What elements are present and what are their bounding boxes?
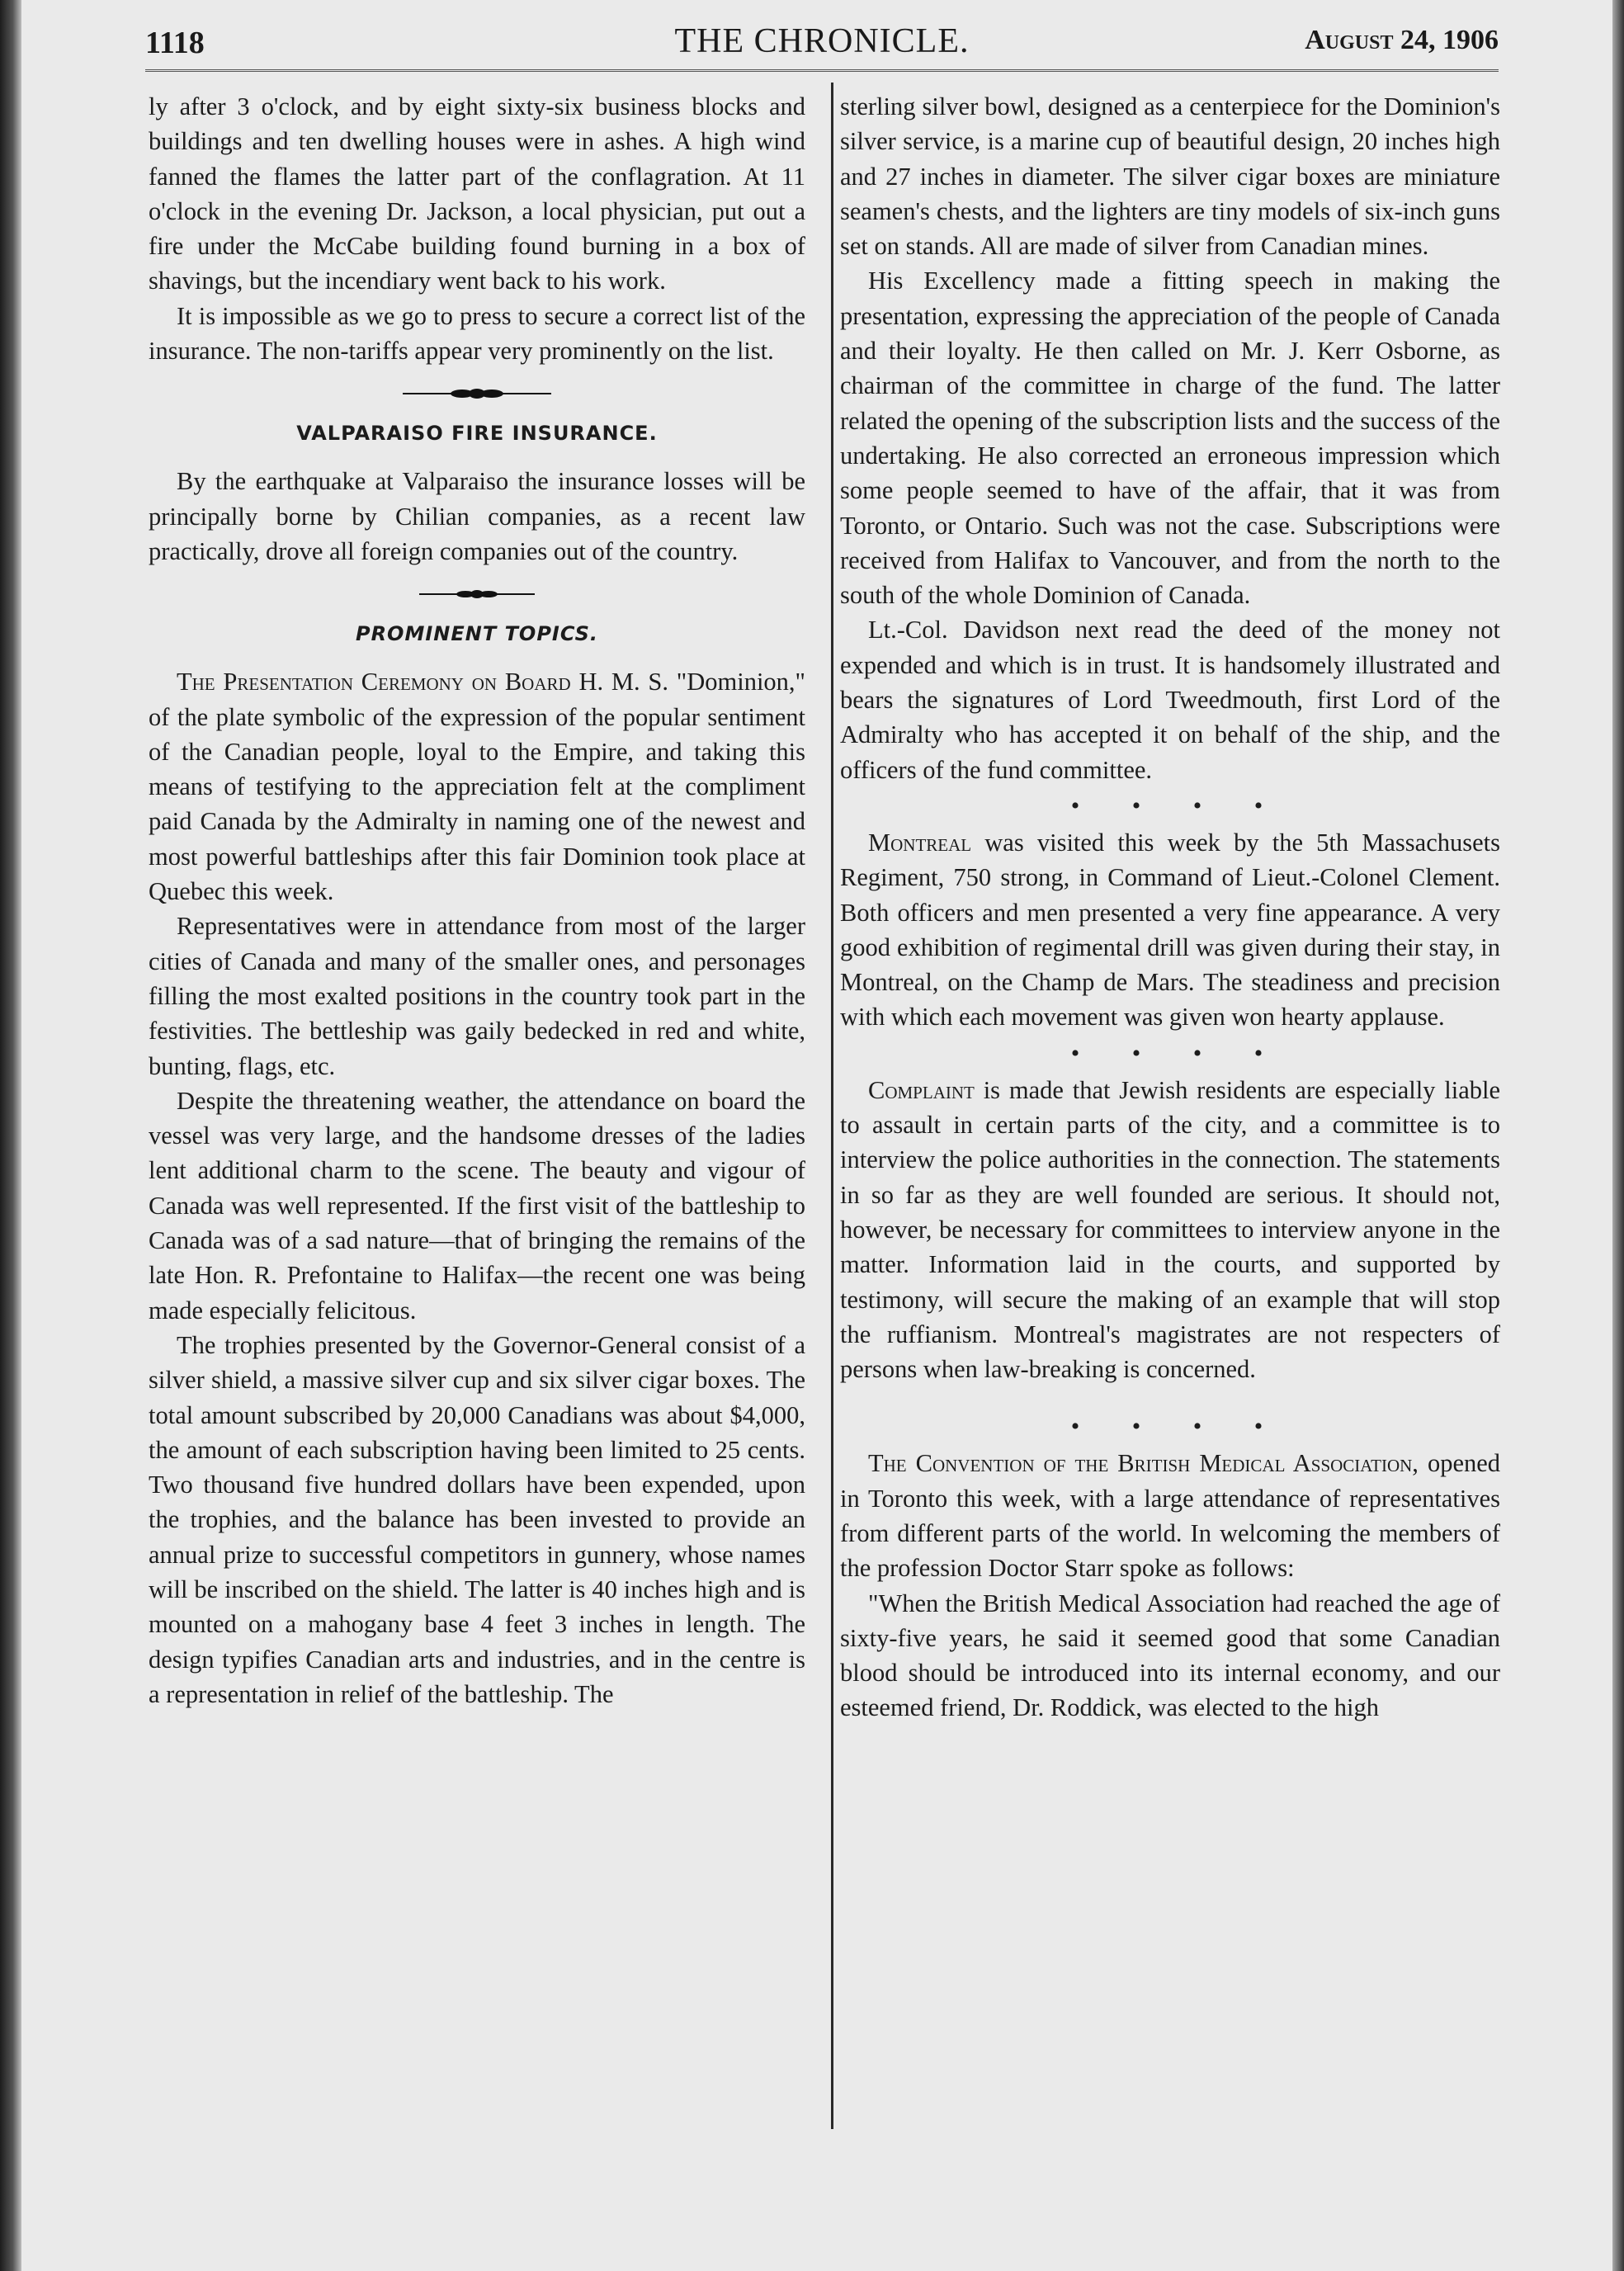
section-separator: • • • •	[1070, 791, 1286, 819]
publication-title: THE CHRONICLE.	[674, 22, 970, 60]
article-paragraph: Representatives were in attendance from most of the larger cities of Canada and many of the smaller ones, and personages filling the most exalted positions in the country took part in the festivities. The bettleship was gaily bedecked in red and white, bunting, flags, etc.	[149, 912, 805, 1080]
right-column	[840, 89, 1500, 1726]
paragraph-lead: Complaint	[868, 1075, 975, 1104]
article-paragraph: ly after 3 o'clock, and by eight sixty-six business blocks and buildings and ten dwelling houses were in ashes. A high wind fanned the flames the latter part of the conflagration. At 11 o'clock in the evening Dr. Jackson, a local physician, put out a fire under the McCabe building found burning in a box of shavings, but the incendiary went back to his work.	[149, 92, 805, 295]
paragraph-lead: The Presentation Ceremony on Board H. M. S.	[177, 668, 668, 696]
paragraph-body: is made that Jewish residents are especially liable to assault in certain parts of the city, and a committee is to interview the police authorities in the connection. The statements in so far as they are well founded are serious. It should not, however, be necessary for committees to interview anyone in the matter. Information laid in the courts, and supported by testimony, will secure the making of an example that will stop the ruffianism. Montreal's magistrates are not respecters of persons when law-breaking is concerned.	[840, 1075, 1501, 1384]
column-divider	[831, 83, 833, 2129]
issue-date: August 24, 1906	[1305, 25, 1499, 55]
page-number: 1118	[145, 26, 205, 60]
section-heading: VALPARAISO FIRE INSURANCE.	[296, 422, 658, 446]
section-heading: PROMINENT TOPICS.	[355, 622, 599, 646]
left-column	[149, 89, 805, 1712]
section-separator: • • • •	[1070, 1413, 1286, 1441]
ornamental-rule	[149, 569, 805, 620]
section-separator: • • • •	[1070, 1039, 1286, 1067]
article-paragraph	[840, 825, 1500, 1035]
spacer	[840, 1386, 1500, 1408]
paragraph-body: "Dominion," of the plate symbolic of the expression of the popular sentiment of the Canadian people, loyal to the Empire, and taking this means of testifying to the appreciation felt at the compliment paid Canada by the Admiralty in naming one of the newest and most powerful battleships after this fair Dominion took place at Quebec this week.	[149, 668, 805, 906]
scan-edge-right	[1612, 0, 1624, 2271]
article-paragraph: By the earthquake at Valparaiso the insurance losses will be principally borne by Chilian companies, as a recent law practically, drove all foreign companies out of the country.	[149, 467, 805, 565]
article-paragraph: sterling silver bowl, designed as a centerpiece for the Dominion's silver service, is a marine cup of beautiful design, 20 inches high and 27 inches in diameter. The silver cigar boxes are miniature seamen's chests, and the lighters are tiny models of six-inch guns set on stands. All are made of silver from Canadian mines.	[840, 92, 1500, 261]
article-paragraph: Lt.-Col. Davidson next read the deed of the money not expended and which is in trust. It is handsomely illustrated and bears the signatures of Lord Tweedmouth, first Lord of the Admiralty who has accepted it on behalf of the ship, and the officers of the fund committee.	[840, 616, 1500, 784]
header-rule	[145, 69, 1499, 72]
article-paragraph: "When the British Medical Association had reached the age of sixty-five years, he said it seemed good that some Canadian blood should be introduced into its internal economy, and our esteemed friend, Dr. Roddick, was elected to the high	[840, 1589, 1500, 1722]
article-paragraph	[840, 1446, 1500, 1585]
page-header	[145, 18, 1499, 68]
scan-edge-left	[0, 0, 21, 2271]
article-paragraph	[840, 1073, 1500, 1387]
paragraph-lead: Montreal	[868, 828, 972, 857]
article-paragraph: His Excellency made a fitting speech in making the presentation, expressing the appreciation of the people of Canada and their loyalty. He then called on Mr. J. Kerr Osborne, as chairman of the committee in charge of the fund. The latter related the opening of the subscription lists and the success of the undertaking. He also corrected an erroneous impression which some people seemed to have of the affair, that it was from Toronto, or Ontario. Such was not the case. Subscriptions were received from Halifax to Vancouver, and from the north to the south of the whole Dominion of Canada.	[840, 267, 1500, 610]
paragraph-lead: The Convention of the British Medical Association,	[868, 1449, 1419, 1478]
paragraph-body: opened in Toronto this week, with a large attendance of representatives from different parts of the world. In welcoming the members of the profession Doctor Starr spoke as follows:	[840, 1449, 1501, 1583]
paragraph-body: was visited this week by the 5th Massachusets Regiment, 750 strong, in Command of Lieut.-Colonel Clement. Both officers and men presented a very fine appearance. A very good exhibition of regimental drill was given during their stay, in Montreal, on the Champ de Mars. The steadiness and precision with which each movement was given won hearty applause.	[840, 828, 1500, 1032]
newspaper-page	[21, 0, 1612, 2271]
article-paragraph: Despite the threatening weather, the attendance on board the vessel was very large, and the handsome dresses of the ladies lent additional charm to the scene. The beauty and vigour of Canada was well represented. If the first visit of the battleship to Canada was of a sad nature—that of bringing the remains of the late Hon. R. Prefontaine to Halifax—the recent one was being made especially felicitous.	[149, 1086, 805, 1324]
article-paragraph	[149, 664, 805, 909]
article-paragraph: It is impossible as we go to press to secure a correct list of the insurance. The non-tariffs appear very prominently on the list.	[149, 301, 805, 366]
ornamental-rule	[149, 368, 805, 419]
article-paragraph: The trophies presented by the Governor-General consist of a silver shield, a massive silver cup and six silver cigar boxes. The total amount subscribed by 20,000 Canadians was about $4,000, the amount of each subscription having been limited to 25 cents. Two thousand five hundred dollars have been expended, upon the trophies, and the balance has been invested to provide an annual prize to successful competitors in gunnery, whose names will be inscribed on the shield. The latter is 40 inches high and is mounted on a mahogany base 4 feet 3 inches in length. The design typifies Canadian arts and industries, and in the centre is a representation in relief of the battleship. The	[149, 1330, 805, 1708]
